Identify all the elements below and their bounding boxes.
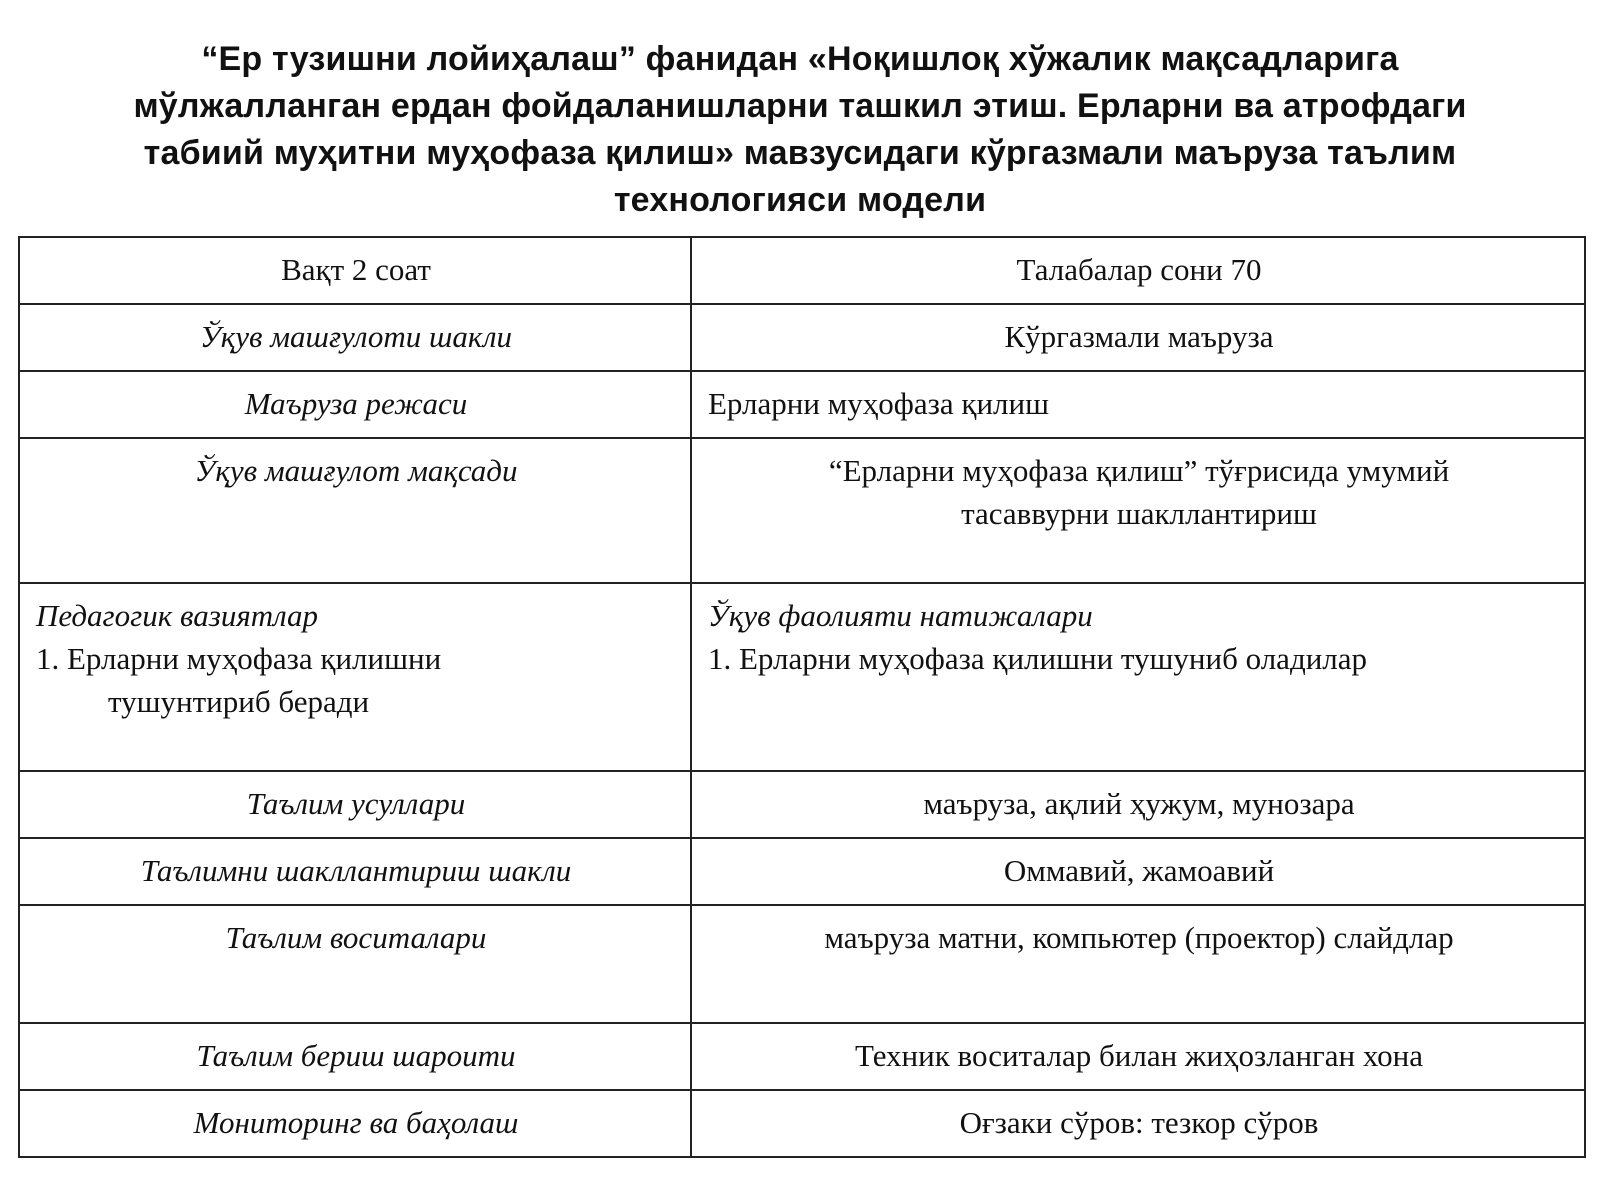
table-row bbox=[19, 771, 1585, 838]
lesson-goal-line-2: тасаввурни шакллантириш bbox=[961, 496, 1317, 531]
teaching-forms-value: Оммавий, жамоавий bbox=[691, 838, 1585, 905]
students-count-cell: Талабалар сони 70 bbox=[691, 237, 1585, 304]
title-line-1: “Ер тузишни лойиҳалаш” фанидан «Ноқишлоқ хўжалик мақсадларига bbox=[201, 40, 1399, 78]
table-row bbox=[19, 438, 1585, 583]
lecture-plan-value: Ерларни муҳофаза қилиш bbox=[691, 371, 1585, 438]
document-title bbox=[60, 36, 1540, 224]
teaching-forms-label: Таълимни шакллантириш шакли bbox=[19, 838, 691, 905]
table-row bbox=[19, 1090, 1585, 1157]
table-row bbox=[19, 838, 1585, 905]
time-cell: Вақт 2 соат bbox=[19, 237, 691, 304]
teaching-tools-value: маъруза матни, компьютер (проектор) слайдлар bbox=[691, 905, 1585, 1023]
teaching-conditions-value: Техник воситалар билан жиҳозланган хона bbox=[691, 1023, 1585, 1090]
teaching-methods-value: маъруза, ақлий ҳужум, мунозара bbox=[691, 771, 1585, 838]
lesson-goal-line-1: “Ерларни муҳофаза қилиш” тўғрисида умумий bbox=[828, 453, 1450, 488]
lecture-plan-label: Маъруза режаси bbox=[19, 371, 691, 438]
table-row bbox=[19, 1023, 1585, 1090]
monitoring-value: Оғзаки сўров: тезкор сўров bbox=[691, 1090, 1585, 1157]
table-row bbox=[19, 304, 1585, 371]
pedagogical-situations-item-line-1: 1. Ерларни муҳофаза қилишни bbox=[36, 641, 442, 676]
lesson-form-value: Кўргазмали маъруза bbox=[691, 304, 1585, 371]
lesson-goal-label: Ўқув машғулот мақсади bbox=[19, 438, 691, 583]
pedagogical-situations-cell bbox=[19, 583, 691, 771]
teaching-conditions-label: Таълим бериш шароити bbox=[19, 1023, 691, 1090]
lesson-goal-value bbox=[691, 438, 1585, 583]
technology-model-table bbox=[18, 236, 1586, 1158]
table-row bbox=[19, 371, 1585, 438]
lesson-form-label: Ўқув машғулоти шакли bbox=[19, 304, 691, 371]
learning-results-item: 1. Ерларни муҳофаза қилишни тушуниб оладилар bbox=[708, 641, 1368, 676]
title-line-3: табиий муҳитни муҳофаза қилиш» мавзусидаги кўргазмали маъруза таълим bbox=[143, 134, 1457, 172]
teaching-methods-label: Таълим усуллари bbox=[19, 771, 691, 838]
title-line-2: мўлжалланган ердан фойдаланишларни ташкил этиш. Ерларни ва атрофдаги bbox=[133, 87, 1467, 125]
learning-results-heading: Ўқув фаолияти натижалари bbox=[708, 598, 1093, 633]
title-line-4: технологияси модели bbox=[613, 181, 987, 219]
table-row bbox=[19, 237, 1585, 304]
learning-results-cell bbox=[691, 583, 1585, 771]
teaching-tools-label: Таълим воситалари bbox=[19, 905, 691, 1023]
monitoring-label: Мониторинг ва баҳолаш bbox=[19, 1090, 691, 1157]
pedagogical-situations-item-line-2: тушунтириб беради bbox=[108, 684, 370, 719]
table-row bbox=[19, 583, 1585, 771]
pedagogical-situations-heading: Педагогик вазиятлар bbox=[36, 598, 319, 633]
table-row bbox=[19, 905, 1585, 1023]
